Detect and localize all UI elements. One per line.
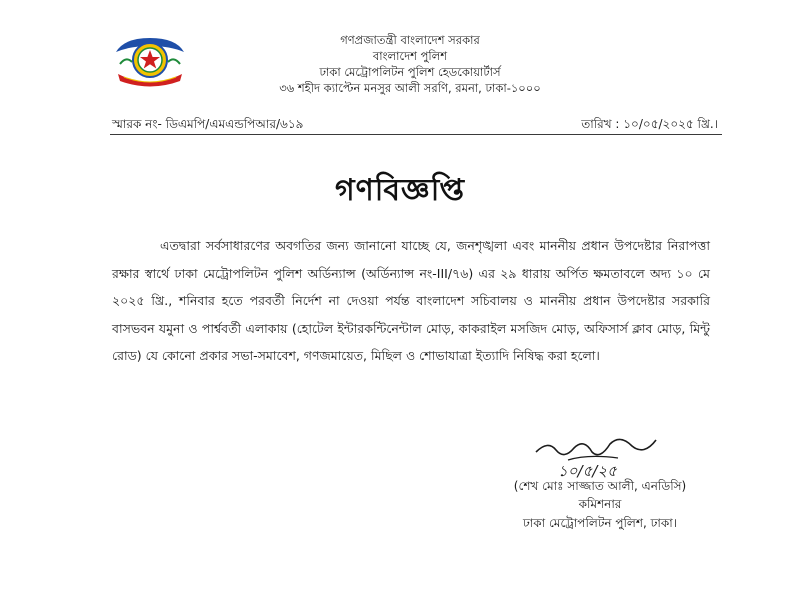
- signature-date: ১০/৫/২৫: [558, 462, 617, 480]
- notice-body: এতদ্বারা সর্বসাধারণের অবগতির জন্য জানানো যাচ্ছে যে, জনশৃঙ্খলা এবং মাননীয় প্রধান উপদেষ্টার নিরাপত্তা রক্ষার স্বার্থে ঢাকা মেট্রোপলিটন পুলিশ অর্ডিন্যান্স (অর্ডিন্যান্স নং-III/৭৬) এর ২৯ ধারায় অর্পিত ক্ষমতাবলে অদ্য ১০ মে ২০২৫ খ্রি., শনিবার হতে পরবর্তী নির্দেশ না দেওয়া পর্যন্ত বাংলাদেশ সচিবালয় ও মাননীয় প্রধান উপদেষ্টার সরকারি বাসভবন যমুনা ও পার্শ্ববর্তী এলাকায় (হোটেল ইন্টারকন্টিনেন্টাল মোড়, কাকরাইল মসজিদ মোড়, অফিসার্স ক্লাব মোড়, মিন্টু রোড) যে কোনো প্রকার সভা-সমাবেশ, গণজমায়েত, মিছিল ও শোভাযাত্রা ইত্যাদি নিষিদ্ধ করা হলো।: [112, 238, 710, 363]
- letterhead-headquarters: ঢাকা মেট্রোপলিটন পুলিশ হেডকোয়ার্টার্স: [319, 65, 501, 79]
- dmp-police-emblem-icon: [110, 34, 190, 88]
- signatory-organization: ঢাকা মেট্রোপলিটন পুলিশ, ঢাকা।: [522, 516, 678, 530]
- memo-date: তারিখ : ১০/০৫/২০২৫ খ্রি.।: [581, 117, 718, 131]
- header-divider: [110, 134, 722, 135]
- memo-reference: স্মারক নং- ডিএমপি/এমএন্ডপিআর/৬১৯: [112, 117, 304, 131]
- letterhead-government: গণপ্রজাতন্ত্রী বাংলাদেশ সরকার: [340, 33, 480, 47]
- letterhead-address: ৩৬ শহীদ ক্যাপ্টেন মনসুর আলী সরণি, রমনা, ঢাকা-১০০০: [279, 81, 541, 95]
- signatory-designation: কমিশনার: [578, 497, 622, 511]
- letterhead-police: বাংলাদেশ পুলিশ: [372, 49, 448, 63]
- notice-title: গণবিজ্ঞপ্তি: [334, 173, 466, 208]
- signatory-name: (শেখ মোঃ সাজ্জাত আলী, এনডিসি): [513, 479, 687, 493]
- handwritten-signature-icon: [528, 430, 678, 480]
